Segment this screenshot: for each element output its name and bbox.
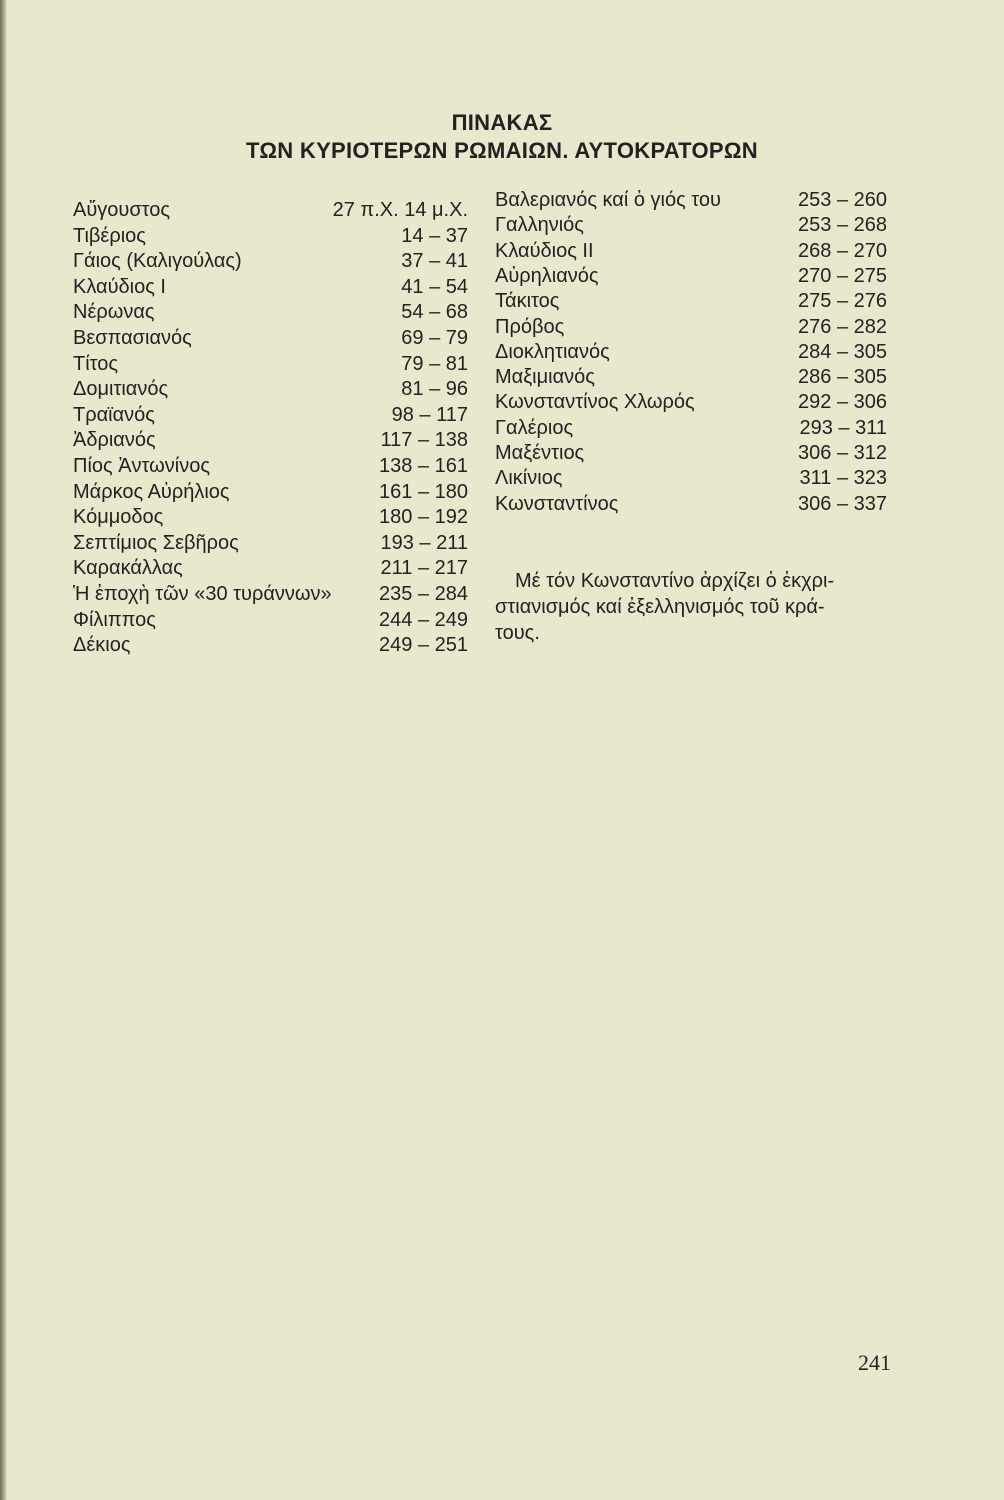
reign-years: 69 – 79: [401, 327, 468, 349]
emperor-row: [73, 224, 468, 249]
reign-years: 14 – 37: [401, 224, 468, 247]
emperor-row: [495, 239, 887, 264]
reign-years: 249 – 251: [379, 634, 468, 657]
emperor-row: [495, 264, 887, 289]
emperor-name: Μαξέντιος: [495, 442, 585, 464]
emperor-row: [73, 377, 468, 402]
reign-years: 211 – 217: [380, 557, 468, 580]
reign-years: 275 – 276: [798, 290, 887, 313]
page-title: ΠΙΝΑΚΑΣ: [451, 110, 553, 135]
emperor-row: [73, 275, 468, 300]
emperor-name: Ἀδριανός: [73, 429, 156, 452]
emperor-name: Καρακάλλας: [73, 557, 183, 580]
emperor-name: Διοκλητιανός: [495, 340, 610, 363]
emperor-name: Τίτος: [73, 352, 119, 375]
emperor-row: [73, 249, 468, 274]
emperor-row: [495, 213, 887, 238]
emperor-name: Κλαύδιος ΙΙ: [495, 239, 594, 262]
emperor-name: Φίλιππος: [73, 608, 156, 631]
emperor-row: [73, 198, 468, 223]
emperor-row: [73, 454, 468, 479]
reign-years: 41 – 54: [401, 275, 468, 298]
reign-years: 253 – 260: [798, 189, 887, 211]
emperor-name: Γαλληνιός: [495, 214, 584, 237]
reign-years: 98 – 117: [391, 403, 468, 426]
emperor-row: [495, 416, 887, 441]
emperor-name: Κωνσταντίνος Χλωρός: [495, 391, 695, 414]
note-paragraph: [495, 568, 895, 646]
emperor-row: [73, 556, 468, 581]
reign-years: 253 – 268: [798, 214, 887, 237]
emperor-name: Λικίνιος: [495, 467, 563, 490]
emperor-name: Αὐρηλιανός: [495, 264, 599, 287]
reign-years: 306 – 312: [798, 442, 887, 464]
reign-years: 286 – 305: [798, 366, 887, 389]
emperor-row: [73, 608, 468, 633]
note-line: Μέ τόν Κωνσταντίνο ἀρχίζει ὁ ἐκχρι-: [515, 570, 835, 592]
note-line: στιανισμός καί ἐξελληνισμός τοῦ κρά-: [495, 596, 825, 618]
emperor-name: Σεπτίμιος Σεβῆρος: [73, 531, 239, 554]
emperor-name: Γαλέριος: [495, 416, 574, 439]
emperor-row: [495, 289, 887, 314]
emperor-row: [73, 352, 468, 377]
reign-years: 270 – 275: [798, 264, 887, 287]
emperor-row: [495, 466, 887, 491]
emperor-name: Βεσπασιανός: [73, 327, 192, 349]
reign-years: 161 – 180: [379, 480, 468, 503]
reign-years: 284 – 305: [798, 340, 887, 363]
reign-years: 54 – 68: [401, 301, 468, 324]
emperor-name: Τιβέριος: [73, 224, 146, 247]
emperor-row: [73, 326, 468, 351]
emperor-name: Κωνσταντίνος: [495, 492, 619, 515]
emperor-name: Νέρωνας: [73, 301, 155, 324]
emperor-row: [495, 188, 887, 213]
emperor-name: Τραϊανός: [73, 403, 155, 426]
reign-years: 27 π.Χ. 14 μ.Χ.: [332, 199, 468, 221]
emperor-name: Δομιτιανός: [73, 378, 169, 401]
emperor-name: Πίος Ἀντωνίνος: [73, 455, 210, 477]
emperor-row: [495, 340, 887, 365]
reign-years: 79 – 81: [401, 352, 468, 375]
reign-years: 180 – 192: [379, 506, 468, 529]
reign-years: 311 – 323: [799, 467, 887, 490]
emperor-row: [73, 633, 468, 658]
emperor-row: [73, 480, 468, 505]
emperor-name: Κλαύδιος Ι: [73, 275, 166, 298]
emperor-row: [495, 365, 887, 390]
emperor-name: Τάκιτος: [495, 290, 560, 313]
emperor-row: [495, 441, 887, 466]
emperor-row: [73, 403, 468, 428]
emperor-name: Μάρκος Αὐρήλιος: [73, 480, 230, 503]
reign-years: 276 – 282: [798, 315, 887, 338]
note-line: τους.: [495, 622, 540, 644]
emperor-row: [73, 428, 468, 453]
reign-years: 292 – 306: [798, 391, 887, 414]
reign-years: 235 – 284: [379, 583, 468, 605]
emperor-name: Κόμμοδος: [73, 506, 164, 529]
emperor-name: Μαξιμιανός: [495, 366, 595, 389]
reign-years: 81 – 96: [401, 378, 468, 401]
reign-years: 193 – 211: [380, 531, 468, 554]
reign-years: 244 – 249: [379, 608, 468, 631]
reign-years: 138 – 161: [379, 455, 468, 477]
emperor-name: Αὔγουστος: [73, 199, 171, 221]
page-number: 241: [858, 1350, 891, 1375]
emperor-row: [495, 315, 887, 340]
reign-years: 306 – 337: [798, 492, 887, 515]
reign-years: 268 – 270: [798, 239, 887, 262]
page-spine-edge: [0, 0, 7, 1500]
emperor-name: Δέκιος: [73, 634, 131, 657]
page-subtitle: ΤΩΝ ΚΥΡΙΟΤΕΡΩΝ ΡΩΜΑΙΩΝ. ΑΥΤΟΚΡΑΤΟΡΩΝ: [246, 138, 758, 163]
emperor-row: [495, 390, 887, 415]
emperor-row: [73, 505, 468, 530]
emperor-row: [73, 300, 468, 325]
emperor-row: [73, 582, 468, 607]
emperor-row: [495, 492, 887, 517]
emperor-name: Γάιος (Καλιγούλας): [73, 250, 242, 273]
emperor-name: Βαλεριανός καί ὁ γιός του: [495, 189, 721, 211]
reign-years: 37 – 41: [401, 250, 468, 273]
emperor-name: Πρόβος: [495, 315, 565, 338]
reign-years: 117 – 138: [380, 429, 468, 452]
reign-years: 293 – 311: [799, 416, 887, 439]
emperor-row: [73, 531, 468, 556]
emperor-name: Ἡ ἐποχὴ τῶν «30 τυράννων»: [73, 583, 332, 605]
